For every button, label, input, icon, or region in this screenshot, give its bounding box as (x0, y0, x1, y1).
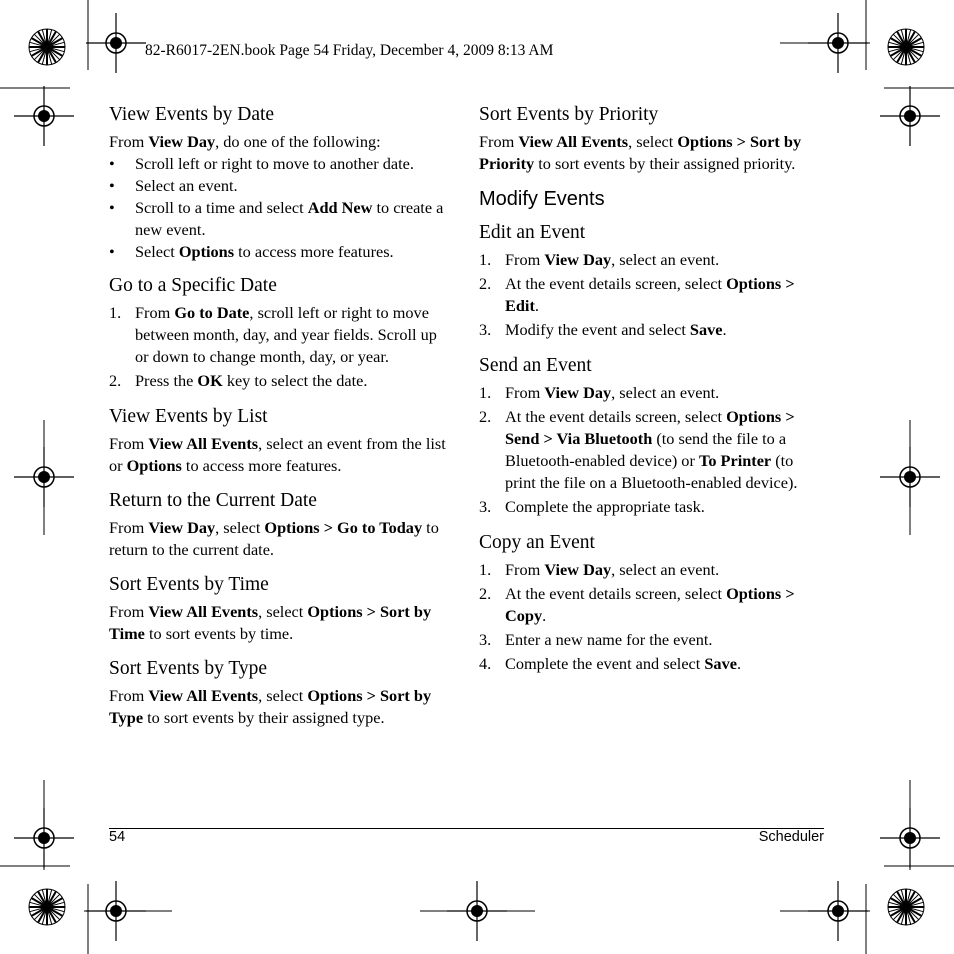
item-number: 1. (479, 383, 492, 402)
numbered-list (479, 249, 821, 341)
item-number: 1. (479, 250, 492, 269)
list-item (479, 406, 821, 494)
paragraph (109, 517, 451, 561)
list-item (109, 241, 451, 263)
paragraph (109, 685, 451, 729)
text-run: (to send the file to a Bluetooth-enabled device) or (505, 429, 787, 470)
bold-term: Add New (307, 198, 373, 217)
heading-edit-event: Edit an Event (479, 222, 586, 243)
paragraph (109, 131, 451, 153)
bold-term: View All Events (148, 686, 259, 705)
bold-term: View Day (544, 250, 612, 269)
bold-term: Go to Date (174, 303, 250, 322)
list-item (479, 583, 821, 627)
text-run: Scroll left or right to move to another date. (135, 154, 414, 173)
text-run: to return to the current date. (109, 518, 439, 559)
section-copy-event (479, 531, 821, 675)
bold-term: View Day (148, 518, 216, 537)
text-run: At the event details screen, select (505, 407, 727, 426)
text-run: At the event details screen, select (505, 274, 727, 293)
footer-rule (109, 828, 824, 829)
text-run: to sort events by time. (144, 624, 294, 643)
item-number: 2. (479, 274, 492, 293)
section-view-by-date (109, 103, 451, 263)
text-run: to create a new event. (135, 198, 444, 239)
print-slug: 82-R6017-2EN.book Page 54 Friday, December 4, 2009 8:13 AM (145, 42, 554, 59)
list-item (479, 319, 821, 341)
registration-mark-icon (14, 86, 74, 146)
section-title: Scheduler (758, 829, 824, 845)
text-run: , select an event. (611, 250, 720, 269)
paragraph (109, 433, 451, 477)
bold-term: OK (197, 371, 223, 390)
text-run: From (505, 383, 545, 402)
section-edit-event (479, 221, 821, 341)
bold-term: Options > Send > Via Bluetooth (505, 407, 795, 448)
text-run: , select (628, 132, 678, 151)
list-item (479, 653, 821, 675)
list-item (109, 153, 451, 175)
bullet-marker: • (109, 176, 115, 195)
page-number: 54 (109, 829, 126, 845)
list-item (109, 302, 451, 368)
text-run: Press the (135, 371, 198, 390)
text-run: From (109, 434, 149, 453)
item-number: 2. (109, 371, 122, 390)
section-return-current-date (109, 489, 451, 561)
bold-term: Save (689, 320, 723, 339)
section-sort-by-type (109, 657, 451, 729)
star-mark-icon (29, 889, 65, 925)
text-run: to access more features. (181, 456, 342, 475)
section-send-event (479, 354, 821, 518)
text-run: From (505, 560, 545, 579)
text-run: Select (135, 242, 179, 261)
heading-sort-by-time: Sort Events by Time (109, 574, 269, 595)
numbered-list (479, 559, 821, 675)
registration-mark-icon (86, 13, 146, 73)
text-run: key to select the date. (222, 371, 368, 390)
bold-term: Options > Sort by Priority (479, 132, 802, 173)
item-number: 3. (479, 497, 492, 516)
section-sort-by-priority (479, 103, 821, 175)
bold-term: Options > Go to Today (264, 518, 423, 537)
text-run: , select an event. (611, 383, 720, 402)
bullet-marker: • (109, 198, 115, 217)
list-item (479, 382, 821, 404)
numbered-list (109, 302, 451, 392)
list-item (109, 370, 451, 392)
item-number: 2. (479, 407, 492, 426)
text-run: , scroll left or right to move between month, day, and year fields. Scroll up or down to change month, day, or year. (135, 303, 437, 366)
text-run: From (505, 250, 545, 269)
heading-sort-by-priority: Sort Events by Priority (479, 104, 659, 125)
text-run: (to print the file on a Bluetooth-enabled device). (505, 451, 798, 492)
heading-modify-events: Modify Events (479, 188, 605, 210)
text-run: , select (258, 686, 308, 705)
bold-term: View All Events (518, 132, 629, 151)
heading-return-current-date: Return to the Current Date (109, 490, 317, 511)
text-run: From (135, 303, 175, 322)
bullet-marker: • (109, 242, 115, 261)
right-column (479, 103, 821, 677)
list-item (479, 559, 821, 581)
paragraph (479, 131, 821, 175)
text-run: Complete the event and select (505, 654, 705, 673)
item-number: 3. (479, 320, 492, 339)
text-run: From (109, 132, 149, 151)
item-number: 1. (479, 560, 492, 579)
item-number: 3. (479, 630, 492, 649)
text-run: From (109, 518, 149, 537)
text-run: From (109, 686, 149, 705)
text-run: Select an event. (135, 176, 238, 195)
bold-term: Options > Copy (505, 584, 795, 625)
section-sort-by-time (109, 573, 451, 645)
numbered-list (479, 382, 821, 518)
text-run: . (534, 296, 539, 315)
text-run: Scroll to a time and select (135, 198, 308, 217)
list-item (109, 197, 451, 241)
registration-mark-icon (880, 86, 940, 146)
bold-term: To Printer (698, 451, 772, 470)
star-mark-icon (29, 29, 65, 65)
bold-term: View All Events (148, 434, 259, 453)
heading-send-event: Send an Event (479, 355, 592, 376)
section-view-by-list (109, 405, 451, 477)
text-run: Modify the event and select (505, 320, 690, 339)
item-number: 1. (109, 303, 122, 322)
bold-term: Save (704, 654, 737, 673)
text-run: to sort events by their assigned priority. (534, 154, 796, 173)
heading-sort-by-type: Sort Events by Type (109, 658, 268, 679)
bold-term: View Day (544, 560, 612, 579)
list-item (479, 273, 821, 317)
text-run: . (736, 654, 742, 673)
heading-view-by-list: View Events by List (109, 406, 268, 427)
bold-term: Options > Edit (505, 274, 795, 315)
star-mark-icon (888, 29, 924, 65)
bold-term: Options > Sort by Time (109, 602, 432, 643)
list-item (479, 249, 821, 271)
bold-term: Options (178, 242, 235, 261)
list-item (479, 629, 821, 651)
bold-term: View Day (148, 132, 216, 151)
text-run: , select an event. (611, 560, 720, 579)
text-run: From (479, 132, 519, 151)
item-number: 2. (479, 584, 492, 603)
text-run: From (109, 602, 149, 621)
text-run: At the event details screen, select (505, 584, 727, 603)
paragraph (109, 601, 451, 645)
bold-term: Options (126, 456, 182, 475)
section-go-to-date (109, 274, 451, 392)
list-item (109, 175, 451, 197)
bold-term: View Day (544, 383, 612, 402)
heading-copy-event: Copy an Event (479, 532, 595, 553)
heading-go-to-date: Go to a Specific Date (109, 275, 277, 296)
heading-view-by-date: View Events by Date (109, 104, 275, 125)
bold-term: Options > Sort by Type (109, 686, 432, 727)
text-run: to access more features. (234, 242, 394, 261)
item-number: 4. (479, 654, 492, 673)
star-mark-icon (888, 889, 924, 925)
text-run: , select (258, 602, 308, 621)
bullet-list (109, 153, 451, 263)
text-run: Enter a new name for the event. (505, 630, 713, 649)
list-item (479, 496, 821, 518)
text-run: , select an event from the list or (109, 434, 446, 475)
left-column (109, 103, 451, 729)
text-run: Complete the appropriate task. (505, 497, 705, 516)
text-run: . (722, 320, 727, 339)
text-run: , do one of the following: (215, 132, 381, 151)
text-run: . (542, 606, 547, 625)
bold-term: View All Events (148, 602, 259, 621)
text-run: to sort events by their assigned type. (143, 708, 385, 727)
text-run: , select (215, 518, 265, 537)
bullet-marker: • (109, 154, 115, 173)
